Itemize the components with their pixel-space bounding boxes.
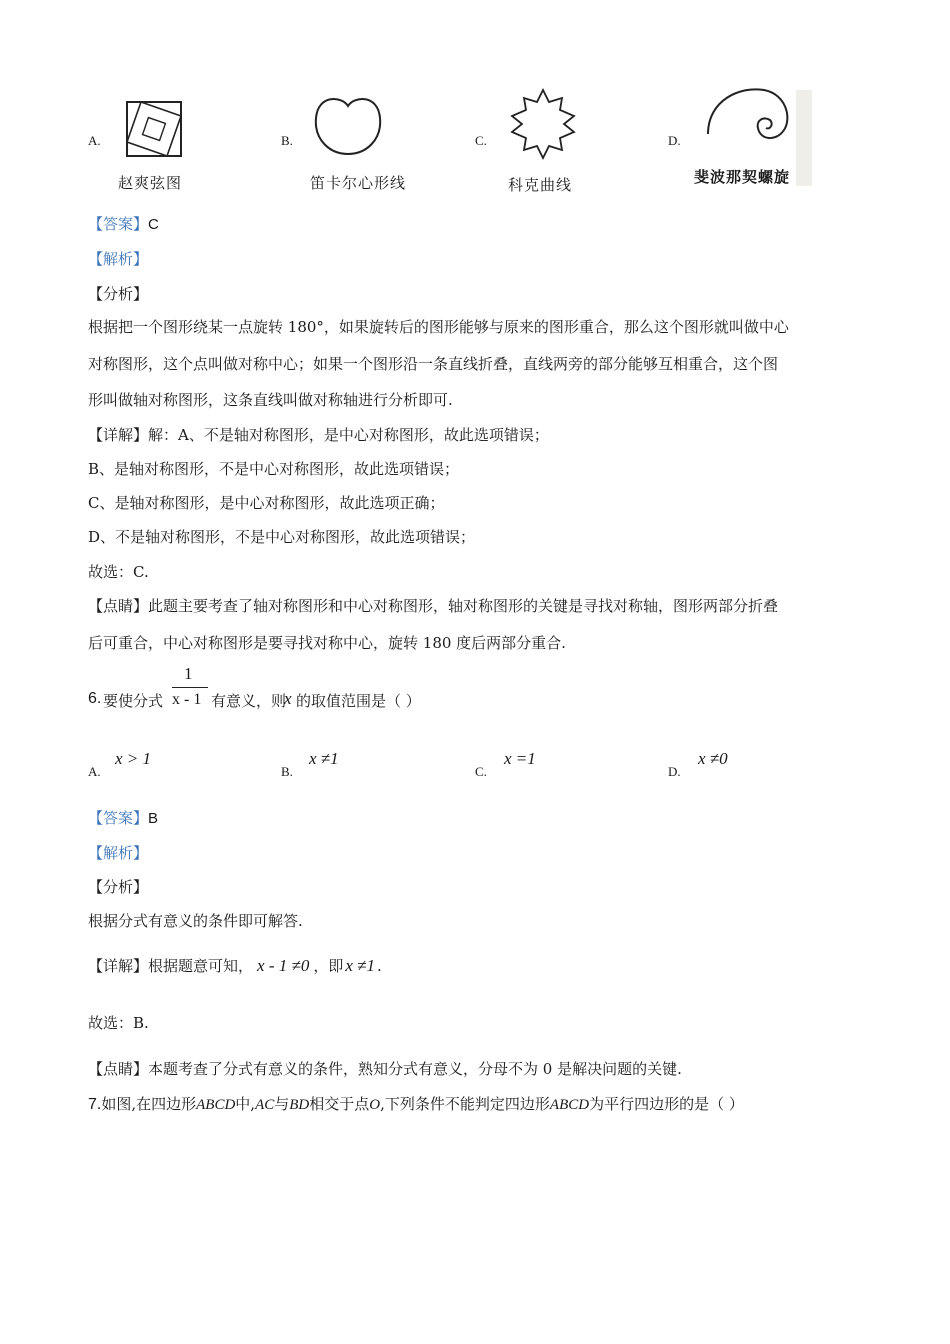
detail-end: .: [376, 957, 382, 975]
q5-detail-line-3: C、是轴对称图形，是中心对称图形，故此选项正确；: [88, 494, 445, 512]
option-a-letter: A.: [88, 133, 101, 148]
q6-stem-post: 有意义，则: [211, 692, 287, 710]
answer-value: C: [148, 216, 159, 233]
q5-detail-line-2: B、是轴对称图形，不是中心对称图形，故此选项错误；: [88, 460, 460, 478]
option-d-letter: D.: [668, 133, 681, 148]
q7-number: 7.: [88, 1096, 102, 1113]
option-b-letter: B.: [281, 133, 293, 148]
cardioid-icon: [312, 92, 384, 158]
q7-ac: AC: [255, 1097, 275, 1113]
option-a-caption: 赵爽弦图: [118, 174, 183, 192]
q5-detail-line-1: [88, 424, 549, 445]
q6-option-b-expr: x ≠1: [309, 749, 339, 768]
detail-expr-1: x - 1 ≠0: [257, 956, 310, 975]
q6-frac-numerator: 1: [184, 664, 193, 683]
q7-bd: BD: [289, 1097, 310, 1113]
q6-analysis-tag: 【解析】: [88, 844, 149, 862]
q6-fenxi-tag: 【分析】: [88, 878, 149, 896]
q7-o: O: [369, 1097, 381, 1113]
comment-tag: 【点睛】: [88, 597, 149, 615]
detail-tag: 【详解】: [88, 426, 149, 444]
q6-option-d-letter: D.: [668, 764, 681, 779]
q7-stem-b: 中,: [235, 1095, 256, 1113]
q6-option-c-expr: x =1: [504, 749, 536, 768]
answer-tag: 【答案】: [88, 215, 149, 233]
q7-stem-f: 为平行四边形的是（ ）: [589, 1095, 744, 1113]
option-d-caption: 斐波那契螺旋: [694, 168, 791, 186]
q5-comment-line-1: [88, 595, 778, 616]
q6-frac-denominator: x - 1: [172, 691, 202, 708]
zhao-shuang-diagram-icon: [125, 100, 183, 158]
option-b-caption: 笛卡尔心形线: [310, 174, 407, 192]
option-c-caption: 科克曲线: [508, 176, 573, 194]
q5-answer-line: [88, 213, 159, 234]
fraction-bar: [172, 687, 208, 688]
q6-answer-line: [88, 807, 158, 828]
q6-detail-line: [88, 955, 382, 976]
scan-edge-shadow: [796, 90, 812, 186]
q7-stem-d: 相交于点: [309, 1095, 370, 1113]
q5-fenxi-line-1: 根据把一个图形绕某一点旋转 180°，如果旋转后的图形能够与原来的图形重合，那么这个图形就叫做中心: [88, 318, 789, 336]
q7-abcd-2: ABCD: [549, 1097, 590, 1113]
q5-detail-line-4: D、不是轴对称图形，不是中心对称图形，故此选项错误；: [88, 528, 476, 546]
answer-value: B: [148, 810, 159, 827]
detail-mid: ，即: [313, 957, 344, 975]
fibonacci-spiral-icon: [700, 84, 796, 146]
q7-stem-e: ,下列条件不能判定四边形: [380, 1095, 550, 1113]
comment-text: 此题主要考查了轴对称图形和中心对称图形，轴对称图形的关键是寻找对称轴，图形两部分折叠: [148, 597, 779, 615]
q7-stem-a: 如图,在四边形: [101, 1095, 197, 1113]
q6-fenxi-line: 根据分式有意义的条件即可解答.: [88, 912, 303, 930]
q6-var: x: [284, 689, 292, 708]
q5-fenxi-line-3: 形叫做轴对称图形，这条直线叫做对称轴进行分析即可.: [88, 391, 453, 409]
q6-option-c-letter: C.: [475, 764, 487, 779]
q5-analysis-tag: 【解析】: [88, 250, 149, 268]
q7-abcd-1: ABCD: [196, 1097, 236, 1113]
comment-tag: 【点睛】: [88, 1060, 149, 1078]
q6-option-a-expr: x > 1: [115, 749, 152, 768]
detail-tag: 【详解】: [88, 957, 149, 975]
q6-stem-end: 的取值范围是（ ）: [296, 692, 421, 710]
q6-number: 6.: [88, 690, 102, 707]
q6-stem-pre: 要使分式: [103, 692, 164, 710]
q6-comment-line: [88, 1058, 682, 1079]
q5-fenxi-tag: 【分析】: [88, 285, 149, 303]
detail-expr-2: x ≠1: [345, 956, 375, 975]
detail-text: 解：A、不是轴对称图形，是中心对称图形，故此选项错误；: [148, 426, 549, 444]
q7-stem-c: 与: [274, 1095, 290, 1113]
q5-comment-line-2: 后可重合，中心对称图形是要寻找对称中心，旋转 180 度后两部分重合.: [88, 634, 566, 652]
q5-fenxi-line-2: 对称图形，这个点叫做对称中心；如果一个图形沿一条直线折叠，直线两旁的部分能够互相重合，这个图: [88, 355, 779, 373]
q7-stem: [88, 1093, 744, 1114]
detail-pre: 根据题意可知，: [148, 957, 254, 975]
q6-option-a-letter: A.: [88, 764, 101, 779]
koch-snowflake-icon: [508, 88, 578, 160]
q6-choose-line: 故选：B.: [88, 1014, 149, 1032]
q6-option-d-expr: x ≠0: [698, 749, 728, 768]
answer-tag: 【答案】: [88, 809, 149, 827]
option-c-letter: C.: [475, 133, 487, 148]
comment-text: 本题考查了分式有意义的条件，熟知分式有意义，分母不为 0 是解决问题的关键.: [148, 1060, 682, 1078]
q5-choose-line: 故选：C.: [88, 563, 149, 581]
q6-option-b-letter: B.: [281, 764, 293, 779]
